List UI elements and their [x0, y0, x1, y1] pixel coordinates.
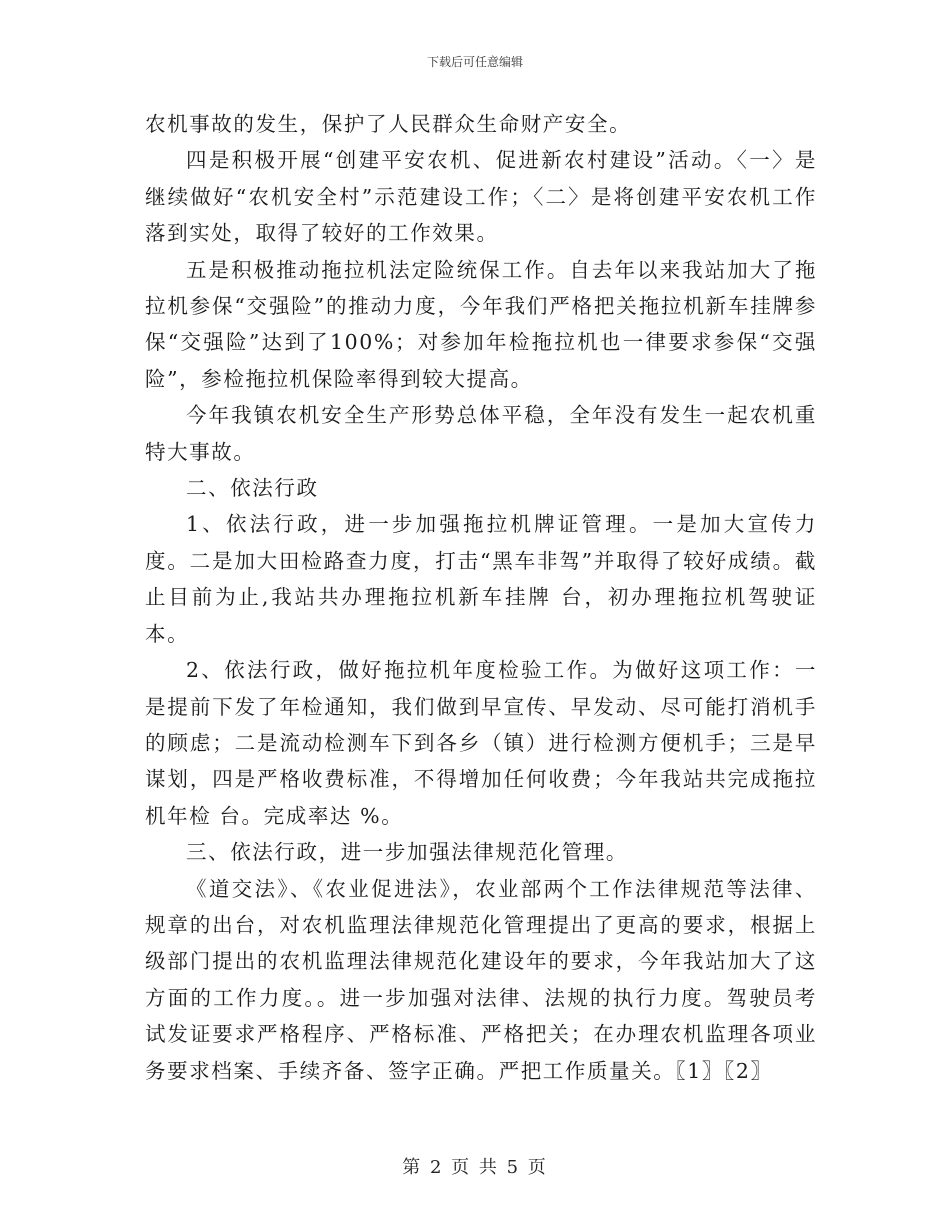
paragraph: 今年我镇农机安全生产形势总体平稳，全年没有发生一起农机重特大事故。	[145, 403, 817, 464]
section-heading: 二、依法行政	[186, 476, 319, 501]
section-heading: 三、依法行政，进一步加强法律规范化管理。	[186, 840, 628, 865]
paragraph: 2、依法行政，做好拖拉机年度检验工作。为做好这项工作：一是提前下发了年检通知，我们做到早宣传、早发动、尽可能打消机手的顾虑；二是流动检测车下到各乡（镇）进行检测方便机手；三是早谋划，四是严格收费标准，不得增加任何收费；今年我站共完成拖拉机年检 台。完成率达 %。	[145, 658, 817, 828]
document-body	[145, 106, 817, 1089]
paragraph: 四是积极开展“创建平安农机、促进新农村建设”活动。〈一〉是继续做好“农机安全村”示范建设工作；〈二〉是将创建平安农机工作落到实处，取得了较好的工作效果。	[145, 148, 817, 246]
paragraph: 《道交法》、《农业促进法》，农业部两个工作法律规范等法律、规章的出台，对农机监理法律规范化管理提出了更高的要求，根据上级部门提出的农机监理法律规范化建设年的要求，今年我站加大了这方面的工作力度。。进一步加强对法律、法规的执行力度。驾驶员考试发证要求严格程序、严格标准、严格把关；在办理农机监理各项业务要求档案、手续齐备、签字正确。严把工作质量关。〖1〗〖2〗	[145, 876, 817, 1083]
paragraph: 农机事故的发生，保护了人民群众生命财产安全。	[145, 112, 632, 136]
paragraph: 五是积极推动拖拉机法定险统保工作。自去年以来我站加大了拖拉机参保“交强险”的推动力度，今年我们严格把关拖拉机新车挂牌参保“交强险”达到了100%；对参加年检拖拉机也一律要求参保“交强险”，参检拖拉机保险率得到较大提高。	[145, 257, 817, 391]
paragraph: 1、依法行政，进一步加强拖拉机牌证管理。一是加大宣传力度。二是加大田检路查力度，打击“黑车非驾”并取得了较好成绩。截止目前为止,我站共办理拖拉机新车挂牌 台，初办理拖拉机驾驶证 本。	[145, 512, 817, 646]
page-header: 下载后可任意编辑	[426, 55, 523, 69]
page-number: 第 2 页 共 5 页	[402, 1157, 548, 1178]
